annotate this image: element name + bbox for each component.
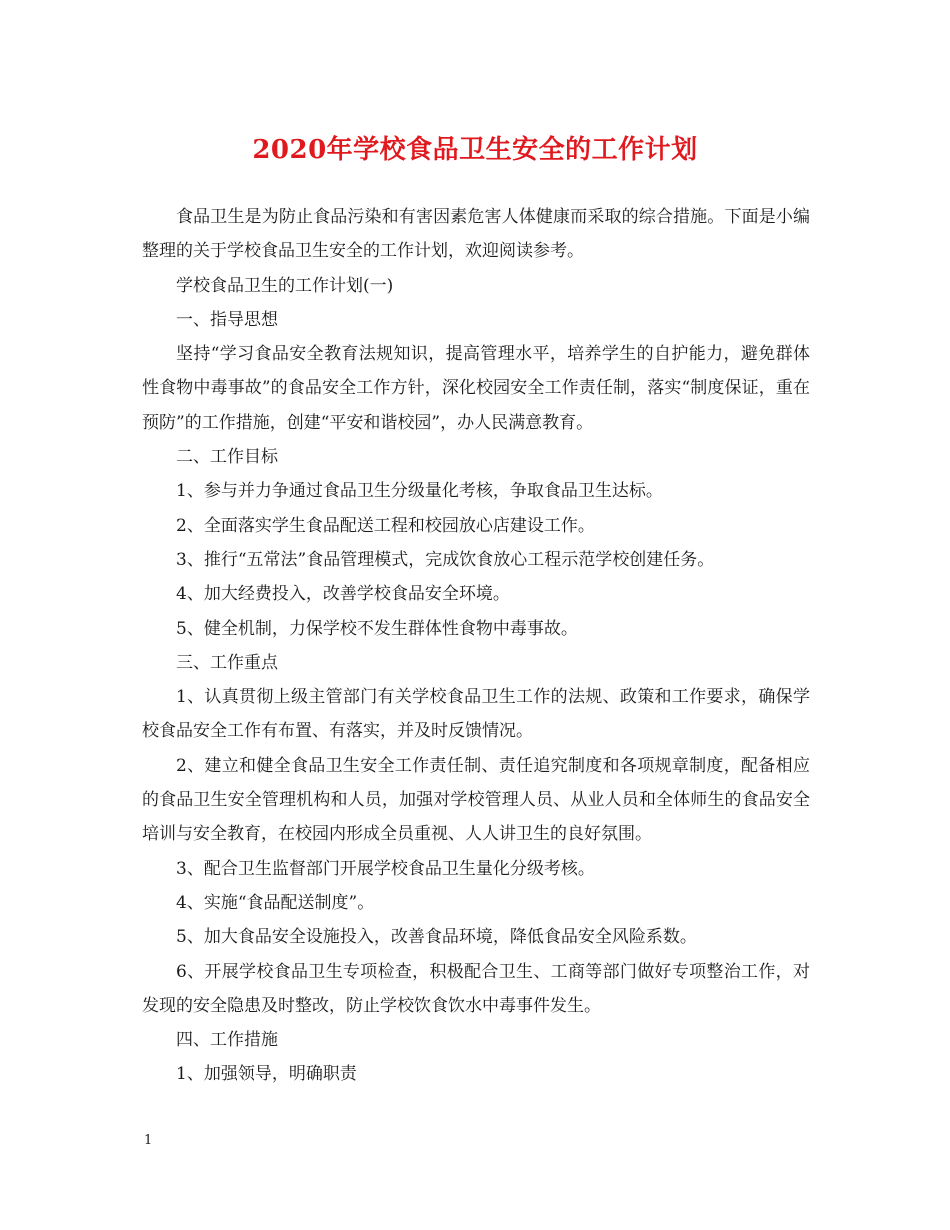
work-measure-item: 1、加强领导，明确职责: [176, 1064, 357, 1085]
guiding-ideology-paragraph: 坚持“学习食品安全教育法规知识，提高管理水平，培养学生的自护能力，避免群体性食物中毒事故”的食品安全工作方针，深化校园安全工作责任制，落实“制度保证，重在预防”的工作措施，创建“平安和谐校园”，办人民满意教育。: [142, 344, 810, 433]
work-goal-item: 1、参与并力争通过食品卫生分级量化考核，争取食品卫生达标。: [176, 481, 663, 502]
page-number: 1: [144, 1133, 153, 1148]
work-focus-item: 5、加大食品安全设施投入，改善食品环境，降低食品安全风险系数。: [176, 927, 697, 948]
heading-guiding-ideology: 一、指导思想: [176, 309, 278, 330]
work-focus-item: 6、开展学校食品卫生专项检查，积极配合卫生、工商等部门做好专项整治工作，对发现的安全隐患及时整改，防止学校饮食饮水中毒事件发生。: [142, 961, 810, 1016]
heading-work-measures: 四、工作措施: [176, 1030, 278, 1051]
work-focus-item: 1、认真贯彻上级主管部门有关学校食品卫生工作的法规、政策和工作要求，确保学校食品安全工作有布置、有落实，并及时反馈情况。: [142, 687, 810, 742]
work-goal-item: 2、全面落实学生食品配送工程和校园放心店建设工作。: [176, 515, 595, 536]
document-body: [142, 200, 810, 1092]
work-goal-item: 4、加大经费投入，改善学校食品安全环境。: [176, 584, 510, 605]
heading-work-goals: 二、工作目标: [176, 447, 278, 468]
work-focus-item: 4、实施“食品配送制度”。: [176, 892, 375, 913]
work-goal-item: 3、推行“五常法”食品管理模式，完成饮食放心工程示范学校创建任务。: [176, 549, 715, 570]
heading-work-focus: 三、工作重点: [176, 652, 278, 673]
work-focus-item: 3、配合卫生监督部门开展学校食品卫生量化分级考核。: [176, 858, 595, 879]
section-heading-plan-one: 学校食品卫生的工作计划(一): [176, 275, 394, 296]
work-goal-item: 5、健全机制，力保学校不发生群体性食物中毒事故。: [176, 618, 578, 639]
document-title: 2020年学校食品卫生安全的工作计划: [252, 135, 698, 165]
work-focus-item: 2、建立和健全食品卫生安全工作责任制、责任追究制度和各项规章制度，配备相应的食品卫生安全管理机构和人员，加强对学校管理人员、从业人员和全体师生的食品安全培训与安全教育，在校园内形成全员重视、人人讲卫生的良好氛围。: [142, 755, 810, 845]
intro-paragraph: 食品卫生是为防止食品污染和有害因素危害人体健康而采取的综合措施。下面是小编整理的关于学校食品卫生安全的工作计划，欢迎阅读参考。: [142, 207, 810, 262]
